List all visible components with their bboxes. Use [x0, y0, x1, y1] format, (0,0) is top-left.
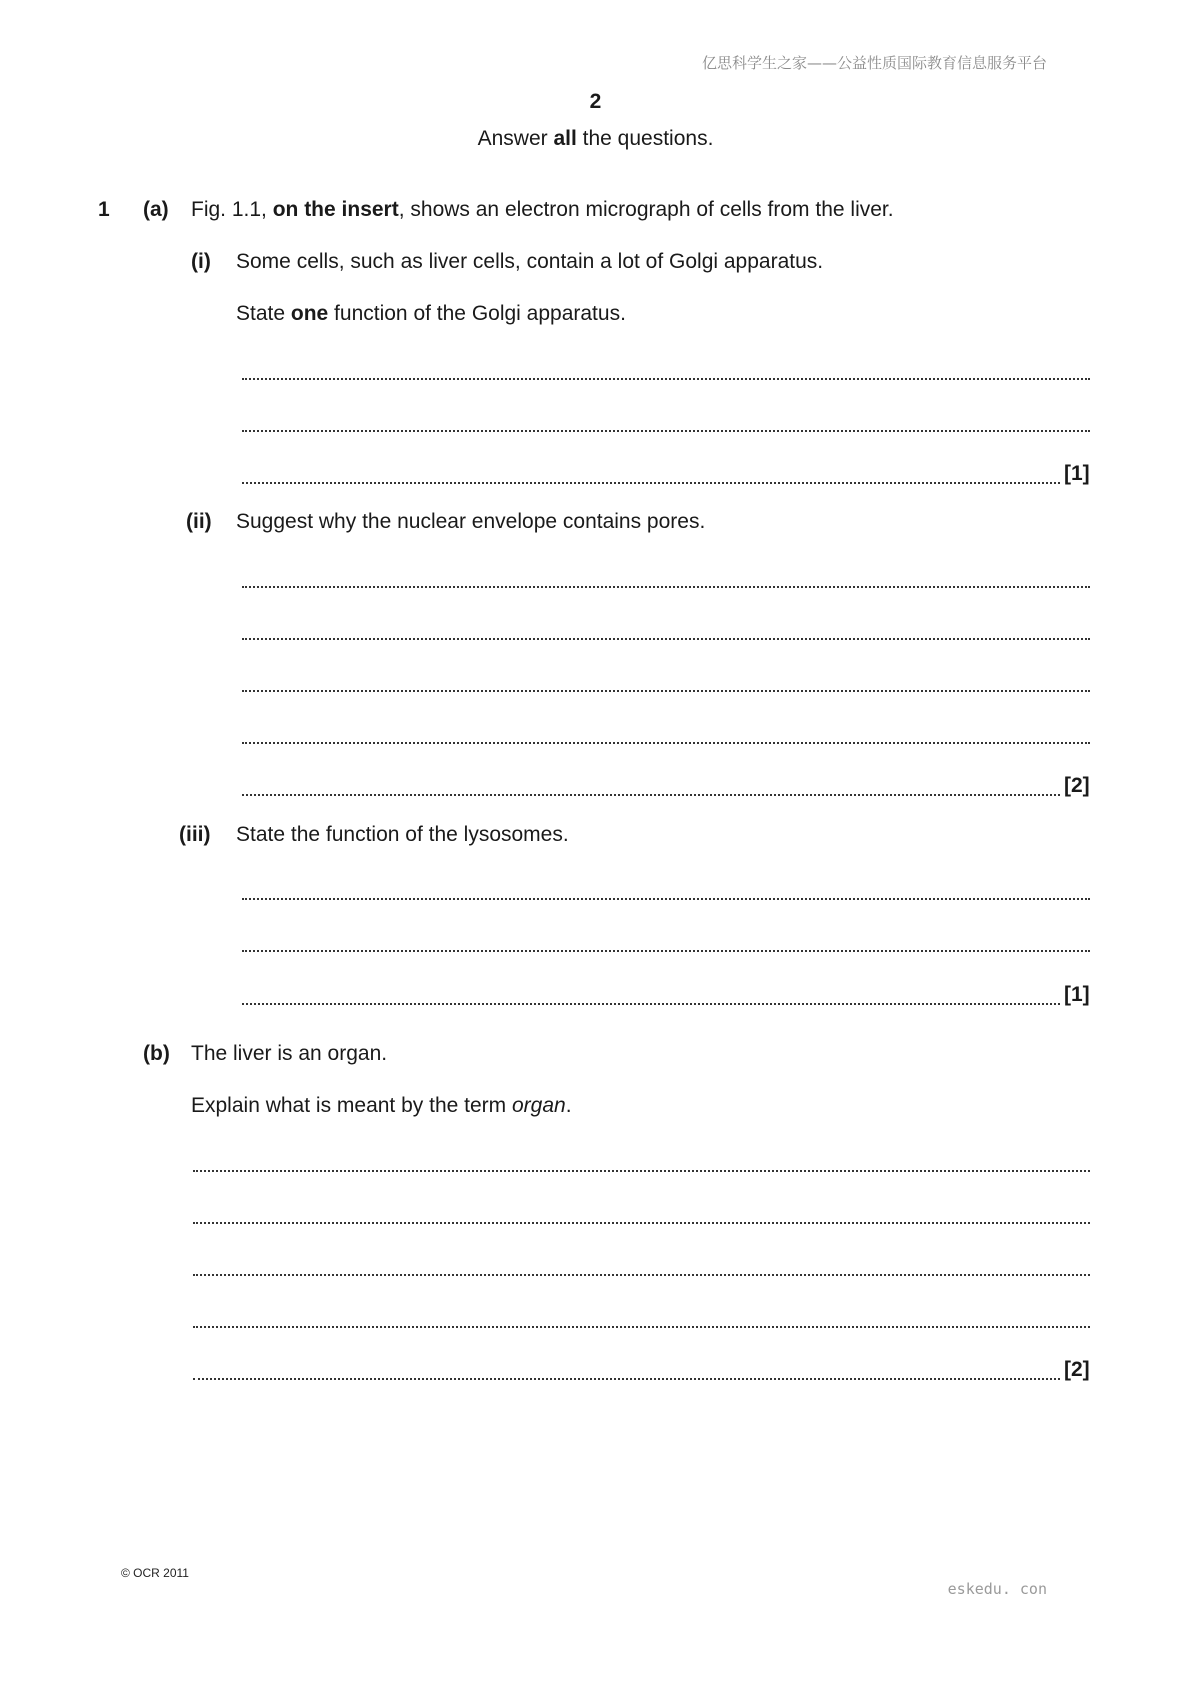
answer-line[interactable] — [242, 876, 1090, 900]
part-a-text-post: , shows an electron micrograph of cells from the liver. — [398, 198, 894, 221]
answer-line[interactable] — [242, 408, 1090, 432]
subpart-i-text: Some cells, such as liver cells, contain a lot of Golgi apparatus. — [236, 250, 824, 273]
answer-line[interactable] — [242, 564, 1090, 588]
instruction-bold: all — [553, 127, 577, 150]
answer-line[interactable] — [193, 1148, 1090, 1172]
part-b-text: The liver is an organ. — [191, 1042, 388, 1065]
part-b-prompt-post: . — [565, 1094, 572, 1117]
question-number: 1 — [98, 198, 110, 221]
part-a-text — [191, 198, 894, 222]
subpart-i-prompt-pre: State — [236, 302, 291, 325]
part-b-prompt-italic: organ — [511, 1094, 566, 1117]
answer-line[interactable] — [242, 981, 1060, 1005]
answer-line[interactable] — [242, 616, 1090, 640]
part-a-text-pre: Fig. 1.1, — [191, 198, 273, 221]
page-number: 2 — [589, 90, 602, 113]
watermark-header: 亿思科学生之家——公益性质国际教育信息服务平台 — [701, 54, 1047, 72]
instruction — [0, 127, 1191, 151]
subpart-i-prompt — [236, 302, 626, 326]
subpart-ii-text: Suggest why the nuclear envelope contains pores. — [236, 510, 706, 533]
answer-line[interactable] — [242, 928, 1090, 952]
instruction-pre: Answer — [477, 127, 554, 150]
subpart-i-prompt-bold: one — [290, 302, 329, 325]
subpart-iii-label: (iii) — [179, 823, 211, 846]
answer-line[interactable] — [193, 1252, 1090, 1276]
part-b-prompt-pre: Explain what is meant by the term — [191, 1094, 512, 1117]
answer-line[interactable] — [242, 356, 1090, 380]
answer-line[interactable] — [193, 1304, 1090, 1328]
answer-line[interactable] — [193, 1356, 1060, 1380]
answer-line[interactable] — [193, 1200, 1090, 1224]
marks-label: [1] — [1064, 983, 1090, 1006]
part-b-prompt — [191, 1094, 572, 1118]
marks-label: [2] — [1064, 774, 1090, 797]
marks-label: [1] — [1064, 462, 1090, 485]
part-a-label: (a) — [143, 198, 169, 221]
subpart-i-prompt-post: function of the Golgi apparatus. — [328, 302, 626, 325]
copyright: © OCR 2011 — [121, 1566, 189, 1580]
watermark-footer: eskedu. con — [947, 1580, 1047, 1598]
part-b-label: (b) — [143, 1042, 170, 1065]
marks-label: [2] — [1064, 1358, 1090, 1381]
answer-line[interactable] — [242, 720, 1090, 744]
subpart-i-label: (i) — [191, 250, 211, 273]
subpart-ii-label: (ii) — [186, 510, 212, 533]
subpart-iii-text: State the function of the lysosomes. — [236, 823, 569, 846]
part-a-text-bold: on the insert — [272, 198, 399, 221]
answer-line[interactable] — [242, 460, 1060, 484]
instruction-post: the questions. — [576, 127, 714, 150]
answer-line[interactable] — [242, 668, 1090, 692]
answer-line[interactable] — [242, 772, 1060, 796]
